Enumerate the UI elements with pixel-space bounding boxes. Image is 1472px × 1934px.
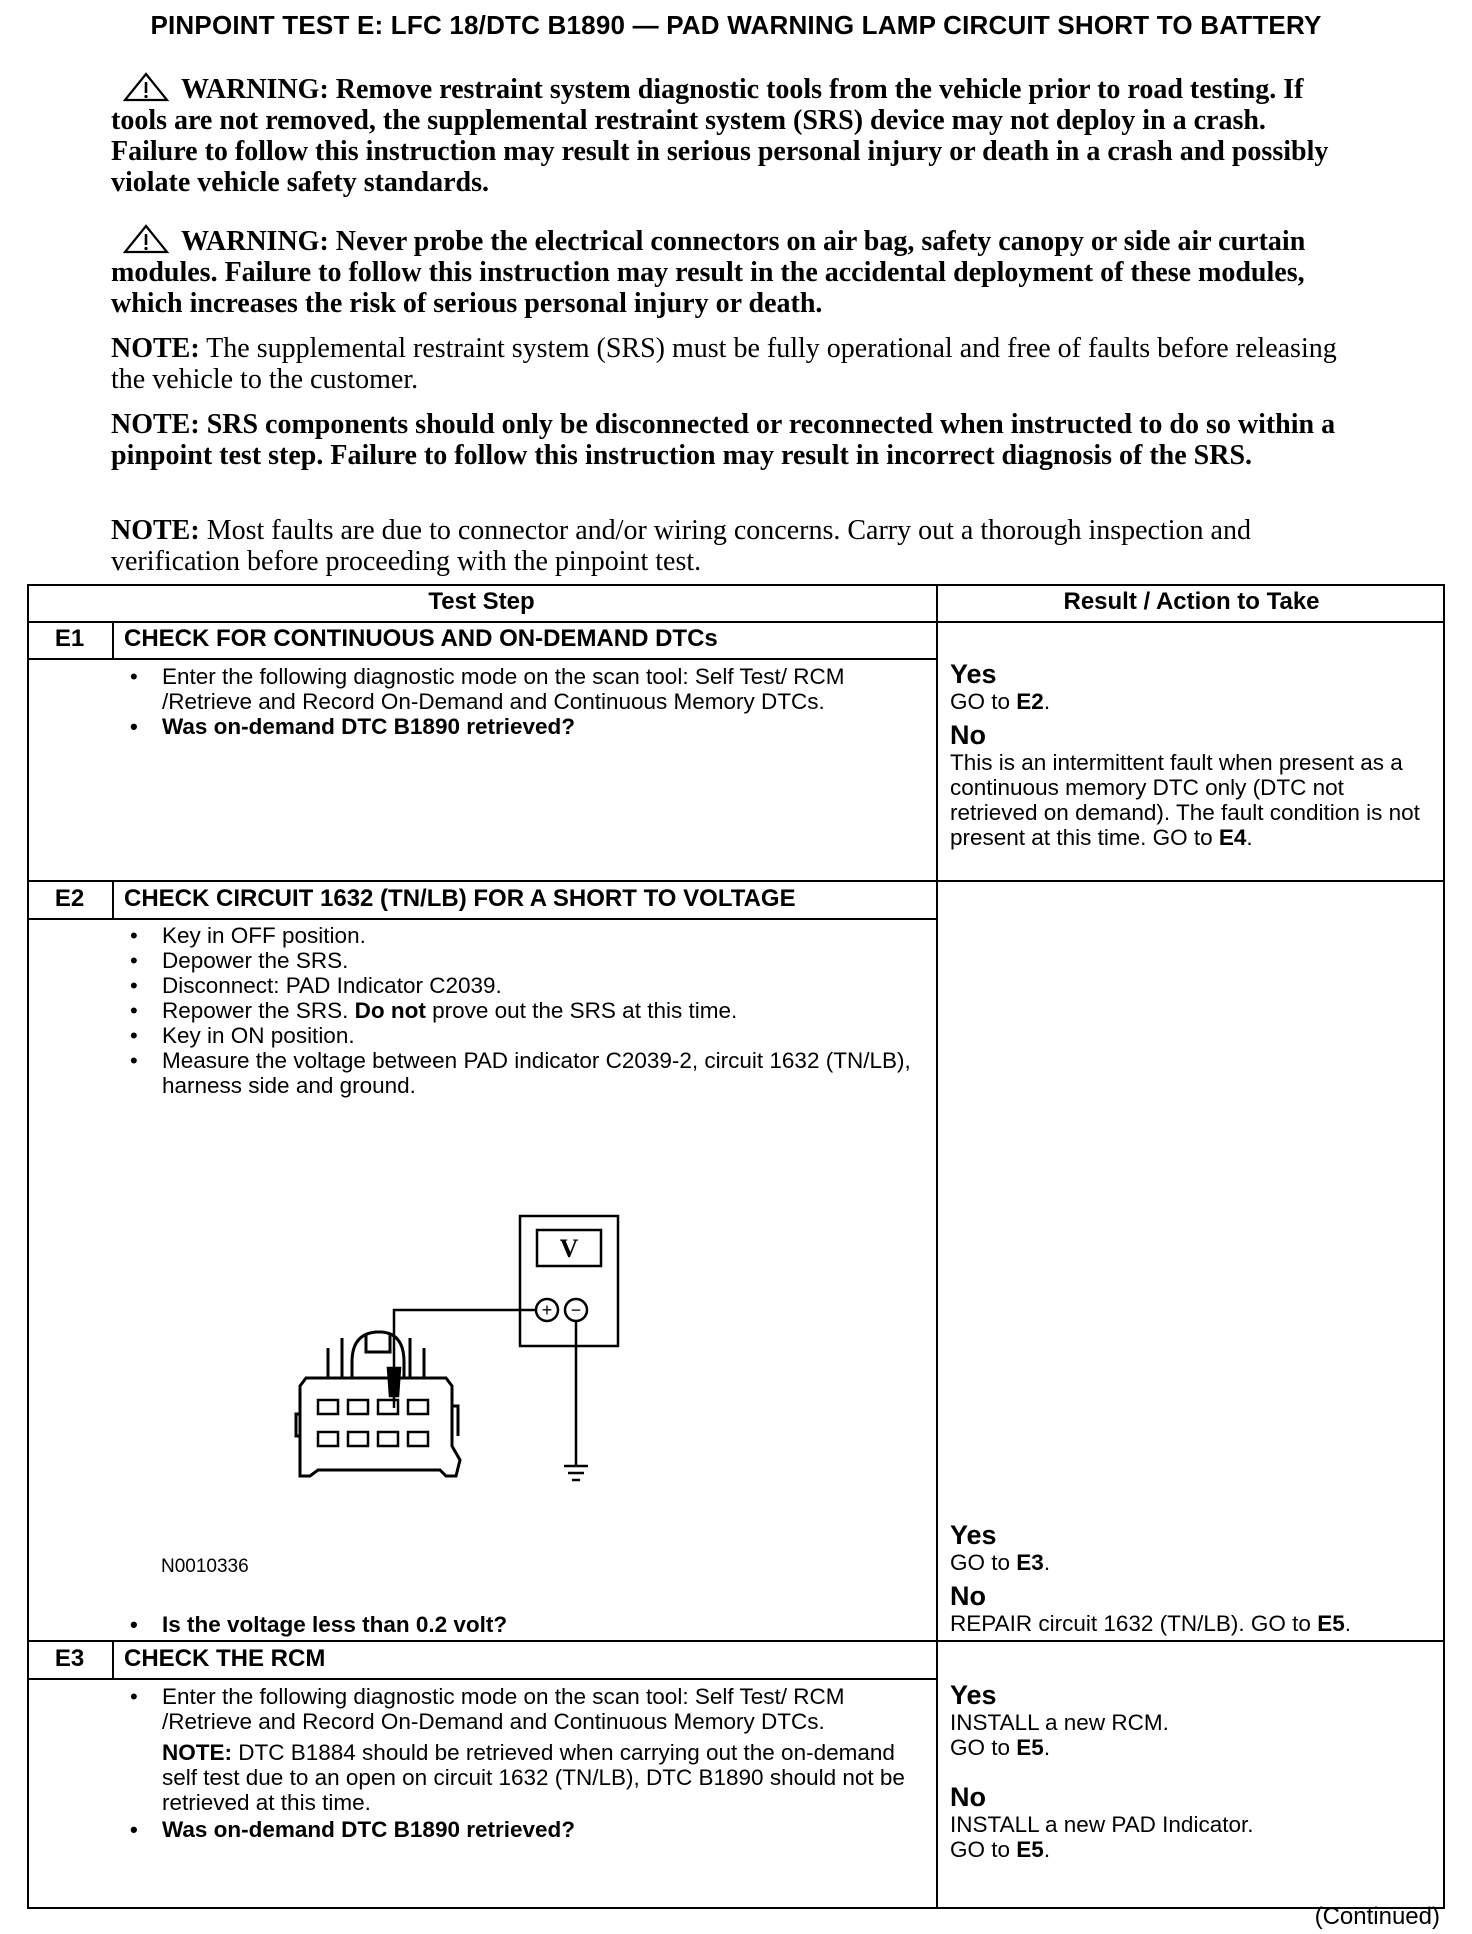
result-yes-action: GO to E2. [950,689,1051,714]
e2-question [124,1612,914,1637]
result-yes-action-1: INSTALL a new RCM. [950,1710,1169,1735]
list-item: • Was on-demand DTC B1890 retrieved? [124,714,914,739]
e2-id-divider [112,880,114,918]
page-title: PINPOINT TEST E: LFC 18/DTC B1890 — PAD WARNING LAMP CIRCUIT SHORT TO BATTERY [150,10,1322,40]
e3-title-divider [27,1678,936,1680]
note-text: SRS components should only be disconnected or reconnected when instructed to do so within a pinpoint test step. Failure to follow this instruction may result in incorrect diagnosis of the SRS. [111,409,1336,471]
e3-result [950,1680,1435,1862]
note-label: NOTE: [111,333,200,364]
e3-id-divider [112,1640,114,1678]
e2-bottom-divider [27,1640,1445,1642]
result-no-action: This is an intermittent fault when present as a continuous memory DTC only (DTC not retrieved on demand). The fault condition is not present at this time. GO to E4. [950,750,1420,850]
plus-sign: + [541,1300,553,1320]
list-item: • Key in ON position. [124,1023,914,1048]
result-no-action-2: GO to E5. [950,1837,1051,1862]
note-3 [111,515,1341,577]
warning-triangle-icon [123,224,169,254]
warning-2 [111,224,1341,319]
result-yes-label: Yes [950,1520,997,1550]
result-yes-label: Yes [950,659,997,689]
step-title-e3: CHECK THE RCM [124,1645,326,1672]
note-text: The supplemental restraint system (SRS) must be fully operational and free of faults before releasing the vehicle to the customer. [111,333,1337,395]
result-yes-action: GO to E3. [950,1550,1051,1575]
figure-code: N0010336 [161,1556,249,1577]
warning-triangle-icon [123,72,169,102]
result-no-action: REPAIR circuit 1632 (TN/LB). GO to E5. [950,1611,1351,1636]
voltmeter-label: V [559,1234,579,1263]
list-item: • Enter the following diagnostic mode on the scan tool: Self Test/ RCM /Retrieve and Record On-Demand and Continuous Memory DTCs. [124,664,914,714]
e1-id-divider [112,621,114,658]
header-result-action: Result / Action to Take [1063,588,1320,615]
result-no-label: No [950,720,986,750]
e2-instructions [124,923,914,1098]
warning-1 [111,72,1341,198]
e1-instructions [124,664,914,739]
e2-title-divider [27,918,936,920]
list-item: • Depower the SRS. [124,948,914,973]
step-id-e3: E3 [54,1645,85,1672]
e1-result [950,659,1435,850]
result-yes-action-2: GO to E5. [950,1735,1051,1760]
step-title-e2: CHECK CIRCUIT 1632 (TN/LB) FOR A SHORT TO VOLTAGE [124,885,796,912]
result-no-action-1: INSTALL a new PAD Indicator. [950,1812,1254,1837]
column-divider [936,584,938,1909]
list-item: • Was on-demand DTC B1890 retrieved? [124,1817,914,1842]
list-item: • Enter the following diagnostic mode on the scan tool: Self Test/ RCM /Retrieve and Record On-Demand and Continuous Memory DTCs. [124,1684,914,1734]
list-item: • Key in OFF position. [124,923,914,948]
step-id-e2: E2 [54,885,85,912]
note-1 [111,333,1341,395]
e3-instructions [124,1684,914,1842]
note-2 [111,409,1341,471]
minus-sign: − [570,1300,582,1320]
e1-title-divider [27,658,936,660]
note-label: NOTE: [111,409,200,440]
e2-result [950,1520,1435,1636]
step-title-e1: CHECK FOR CONTINUOUS AND ON-DEMAND DTCs [124,625,718,652]
header-test-step: Test Step [428,588,535,615]
e1-bottom-divider [27,880,1445,882]
warning-2-text: WARNING: Never probe the electrical connectors on air bag, safety canopy or side air curtain modules. Failure to follow this instruction may result in the accidental deployment of these modules, which increases the risk of serious personal injury or death. [111,226,1306,319]
result-yes-label: Yes [950,1680,997,1710]
header-divider [27,621,1445,623]
voltmeter-connector-diagram [270,1210,630,1540]
list-item: • Measure the voltage between PAD indicator C2039-2, circuit 1632 (TN/LB), harness side and ground. [124,1048,914,1098]
warning-1-text: WARNING: Remove restraint system diagnostic tools from the vehicle prior to road testing. If tools are not removed, the supplemental restraint system (SRS) device may not deploy in a crash. Failure to follow this instruction may result in serious personal injury or death in a crash and possibly violate vehicle safety standards. [111,74,1329,198]
result-no-label: No [950,1782,986,1812]
step-id-e1: E1 [54,625,85,652]
note-text: Most faults are due to connector and/or wiring concerns. Carry out a thorough inspection and verification before proceeding with the pinpoint test. [111,515,1251,577]
continued-label: (Continued) [1314,1903,1440,1930]
list-item: • Is the voltage less than 0.2 volt? [124,1612,914,1637]
result-no-label: No [950,1581,986,1611]
list-item: • Repower the SRS. Do not prove out the SRS at this time. [124,998,914,1023]
e3-note: NOTE: DTC B1884 should be retrieved when carrying out the on-demand self test due to an open on circuit 1632 (TN/LB), DTC B1890 should not be retrieved at this time. [162,1740,905,1815]
list-item: • Disconnect: PAD Indicator C2039. [124,973,914,998]
note-label: NOTE: [111,515,200,546]
